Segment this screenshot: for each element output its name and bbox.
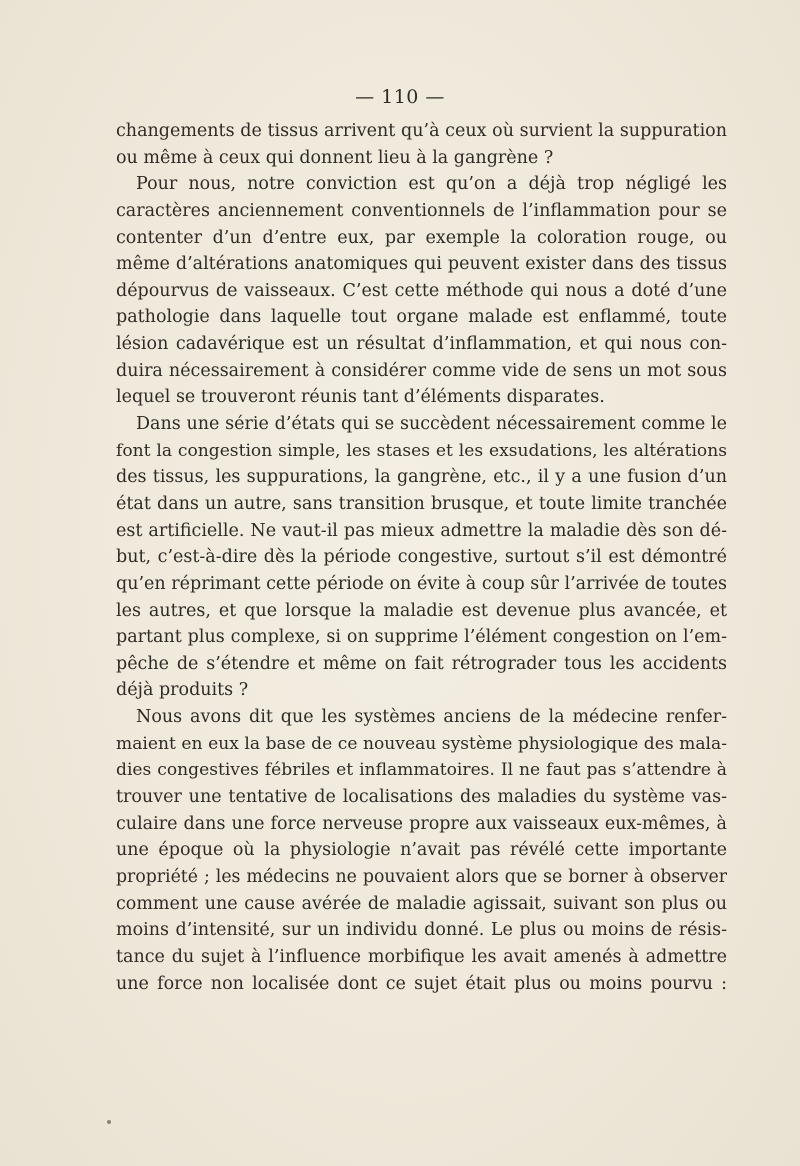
text-line: comment une cause avérée de maladie agissait, suivant son plus ou — [116, 893, 727, 914]
text-line: contenter d’un d’entre eux, par exemple la coloration rouge, ou — [116, 227, 727, 248]
text-line: Dans une série d’états qui se succèdent nécessairement comme le — [136, 414, 727, 435]
text-line: des tissus, les suppurations, la gangrène, etc., il y a une fusion d’un — [116, 467, 727, 488]
text-line: lequel se trouveront réunis tant d’éléments disparates. — [116, 387, 605, 408]
text-line: duira nécessairement à considérer comme vide de sens un mot sous — [116, 360, 727, 381]
text-line: lésion cadavérique est un résultat d’inflammation, et qui nous con- — [116, 334, 727, 355]
text-line: est artificielle. Ne vaut-il pas mieux admettre la maladie dès son dé- — [116, 520, 727, 541]
text-line: une force non localisée dont ce sujet était plus ou moins pourvu : — [116, 973, 727, 994]
text-line: les autres, et que lorsque la maladie est devenue plus avancée, et — [116, 600, 727, 621]
text-line: pêche de s’étendre et même on fait rétrograder tous les accidents — [116, 653, 727, 674]
text-line: trouver une tentative de localisations des maladies du système vas- — [116, 787, 727, 808]
text-line: dépourvus de vaisseaux. C’est cette méthode qui nous a doté d’une — [116, 280, 727, 301]
text-line: Pour nous, notre conviction est qu’on a déjà trop négligé les — [136, 174, 727, 195]
body-text — [116, 118, 727, 997]
text-line: caractères anciennement conventionnels de l’inflammation pour se — [116, 200, 727, 221]
page-number: — 110 — — [355, 86, 445, 108]
text-line: partant plus complexe, si on supprime l’élément congestion on l’em- — [116, 627, 727, 648]
text-line: dies congestives fébriles et inflammatoires. Il ne faut pas s’attendre à — [116, 760, 727, 781]
text-line: moins d’intensité, sur un individu donné. Le plus ou moins de résis- — [116, 920, 727, 941]
ink-speck — [107, 1120, 111, 1124]
text-line: changements de tissus arrivent qu’à ceux où survient la suppuration — [116, 121, 727, 141]
text-line: font la congestion simple, les stases et les exsudations, les altérations — [116, 440, 727, 461]
text-line: but, c’est-à-dire dès la période congestive, surtout s’il est démontré — [116, 547, 727, 568]
text-line: Nous avons dit que les systèmes anciens de la médecine renfer- — [136, 707, 727, 728]
text-line: déjà produits ? — [116, 680, 249, 701]
text-line: même d’altérations anatomiques qui peuvent exister dans des tissus — [116, 254, 727, 275]
text-line: ou même à ceux qui donnent lieu à la gangrène ? — [116, 147, 554, 168]
text-line: qu’en réprimant cette période on évite à coup sûr l’arrivée de toutes — [116, 573, 727, 594]
text-line: culaire dans une force nerveuse propre aux vaisseaux eux-mêmes, à — [116, 813, 727, 834]
text-line: tance du sujet à l’influence morbifique les avait amenés à admettre — [116, 946, 727, 967]
text-line: une époque où la physiologie n’avait pas révélé cette importante — [116, 840, 727, 861]
text-line: pathologie dans laquelle tout organe malade est enflammé, toute — [116, 307, 727, 328]
text-line: propriété ; les médecins ne pouvaient alors que se borner à observer — [116, 866, 727, 887]
text-line: maient en eux la base de ce nouveau système physiologique des mala- — [116, 733, 727, 754]
text-line: état dans un autre, sans transition brusque, et toute limite tranchée — [116, 493, 727, 514]
